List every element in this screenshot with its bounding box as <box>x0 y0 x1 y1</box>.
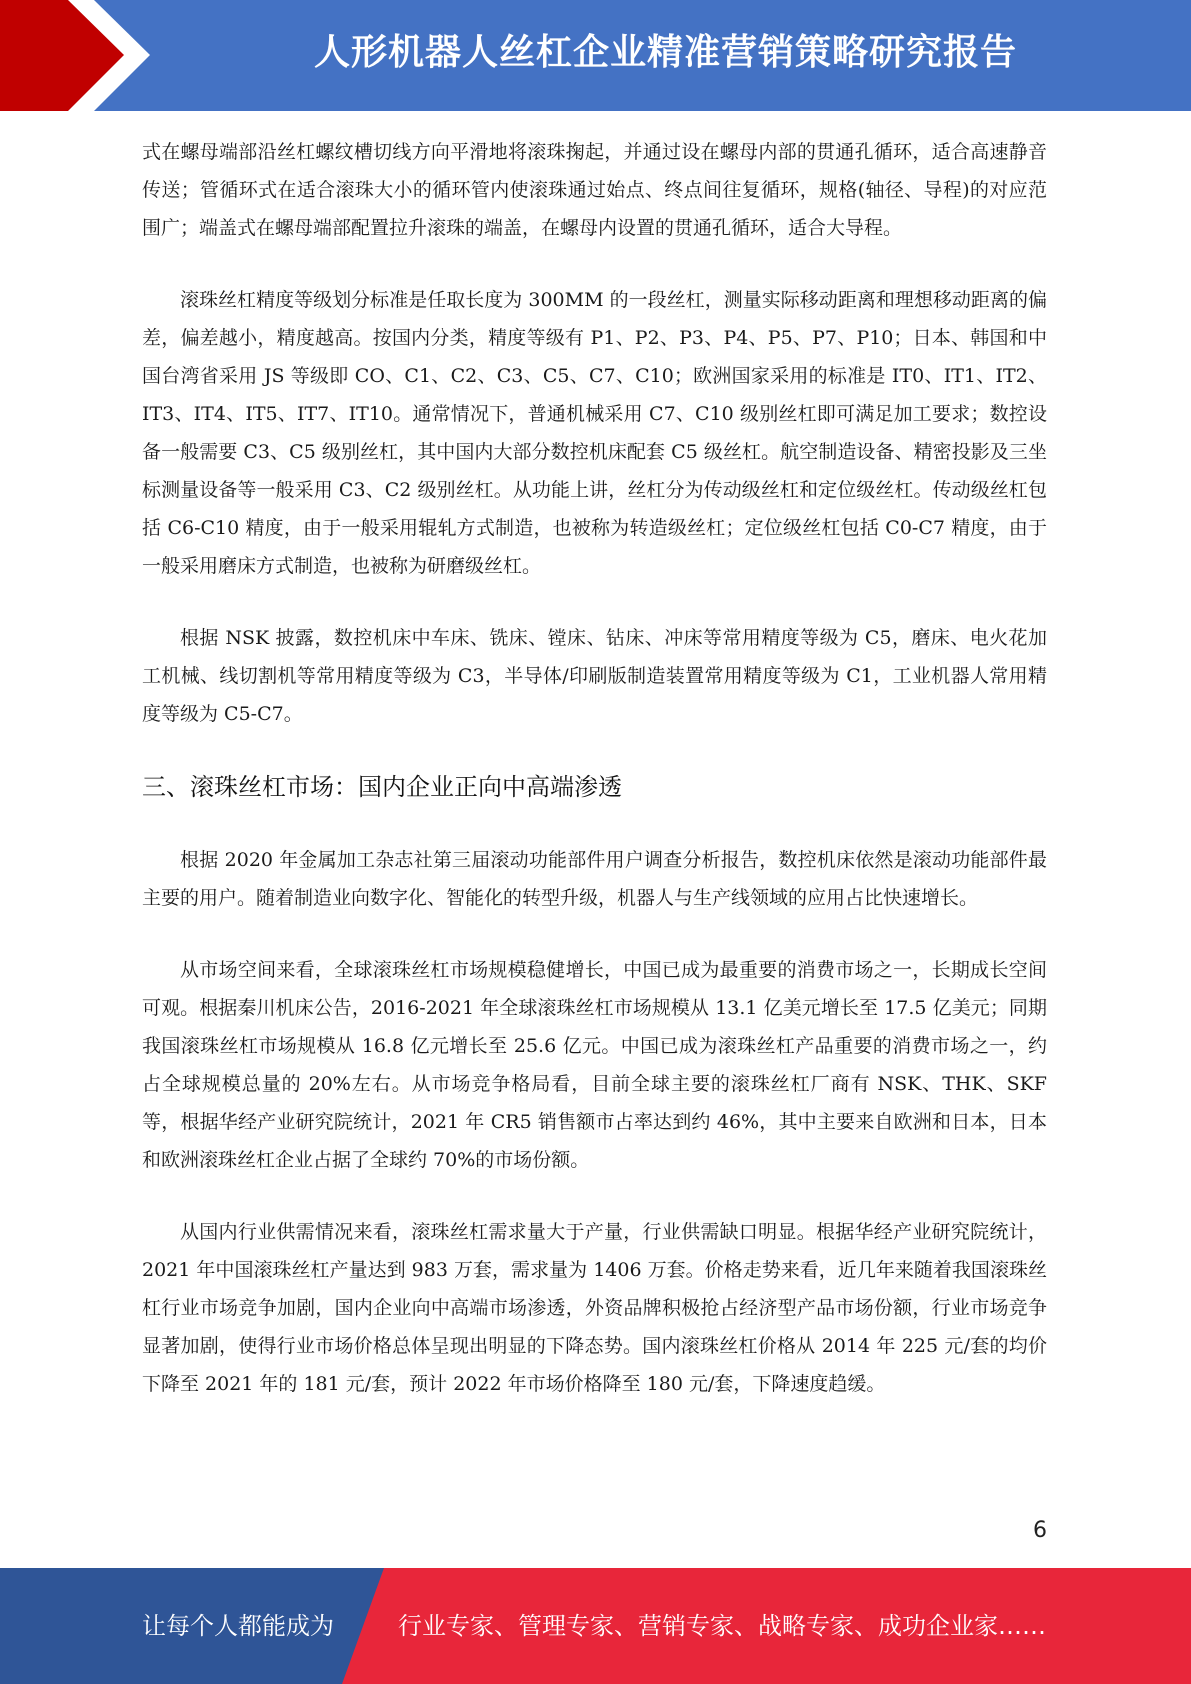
footer-banner <box>0 1568 1191 1684</box>
page-content <box>142 133 1047 1437</box>
paragraph-nsk-disclosure: 根据 NSK 披露，数控机床中车床、铣床、镗床、钻床、冲床等常用精度等级为 C5，磨床、电火花加工机械、线切割机等常用精度等级为 C3，半导体/印刷版制造装置常用精度等级为 C1，工业机器人常用精度等级为 C5-C7。 <box>142 627 1047 725</box>
paragraph-precision-grades: 滚珠丝杠精度等级划分标准是任取长度为 300MM 的一段丝杠，测量实际移动距离和理想移动距离的偏差，偏差越小，精度越高。按国内分类，精度等级有 P1、P2、P3、P4、P5、P7、P10；日本、韩国和中国台湾省采用 JS 等级即 CO、C1、C2、C3、C5、C7、C10；欧洲国家采用的标准是 IT0、IT1、IT2、IT3、IT4、IT5、IT7、IT10。通常情况下，普通机械采用 C7、C10 级别丝杠即可满足加工要求；数控设备一般需要 C3、C5 级别丝杠，其中国内大部分数控机床配套 C5 级丝杠。航空制造设备、精密投影及三坐标测量设备等一般采用 C3、C2 级别丝杠。从功能上讲，丝杠分为传动级丝杠和定位级丝杠。传动级丝杠包括 C6-C10 精度，由于一般采用辊轧方式制造，也被称为转造级丝杠；定位级丝杠包括 C0-C7 精度，由于一般采用磨床方式制造，也被称为研磨级丝杠。 <box>142 289 1047 577</box>
footer-slogan-left: 让每个人都能成为 <box>142 1612 334 1640</box>
paragraph-user-survey: 根据 2020 年金属加工杂志社第三届滚动功能部件用户调查分析报告，数控机床依然是滚动功能部件最主要的用户。随着制造业向数字化、智能化的转型升级，机器人与生产线领域的应用占比快速增长。 <box>142 849 1047 909</box>
paragraph-supply-demand: 从国内行业供需情况来看，滚珠丝杠需求量大于产量，行业供需缺口明显。根据华经产业研究院统计，2021 年中国滚珠丝杠产量达到 983 万套，需求量为 1406 万套。价格走势来看，近几年来随着我国滚珠丝杠行业市场竞争加剧，国内企业向中高端市场渗透，外资品牌积极抢占经济型产品市场份额，行业市场竞争显著加剧，使得行业市场价格总体呈现出明显的下降态势。国内滚珠丝杠价格从 2014 年 225 元/套的均价下降至 2021 年的 181 元/套，预计 2022 年市场价格降至 180 元/套，下降速度趋缓。 <box>142 1221 1047 1395</box>
page-number: 6 <box>1033 1518 1047 1543</box>
header-banner <box>0 0 1191 111</box>
section-heading: 三、滚珠丝杠市场：国内企业正向中高端渗透 <box>142 773 622 801</box>
footer-slogan-right: 行业专家、管理专家、营销专家、战略专家、成功企业家…… <box>398 1612 1046 1640</box>
header-arrow-decoration <box>0 0 160 111</box>
paragraph-circulation-types: 式在螺母端部沿丝杠螺纹槽切线方向平滑地将滚珠掬起，并通过设在螺母内部的贯通孔循环，适合高速静音传送；管循环式在适合滚珠大小的循环管内使滚珠通过始点、终点间往复循环，规格(轴径、导程)的对应范围广；端盖式在螺母端部配置拉升滚珠的端盖，在螺母内设置的贯通孔循环，适合大导程。 <box>142 141 1047 239</box>
report-title: 人形机器人丝杠企业精准营销策略研究报告 <box>313 32 1017 73</box>
paragraph-market-space: 从市场空间来看，全球滚珠丝杠市场规模稳健增长，中国已成为最重要的消费市场之一，长期成长空间可观。根据秦川机床公告，2016-2021 年全球滚珠丝杠市场规模从 13.1 亿美元增长至 17.5 亿美元；同期我国滚珠丝杠市场规模从 16.8 亿元增长至 25.6 亿元。中国已成为滚珠丝杠产品重要的消费市场之一，约占全球规模总量的 20%左右。从市场竞争格局看，目前全球主要的滚珠丝杠厂商有 NSK、THK、SKF 等，根据华经产业研究院统计，2021 年 CR5 销售额市占率达到约 46%，其中主要来自欧洲和日本，日本和欧洲滚珠丝杠企业占据了全球约 70%的市场份额。 <box>142 959 1047 1171</box>
